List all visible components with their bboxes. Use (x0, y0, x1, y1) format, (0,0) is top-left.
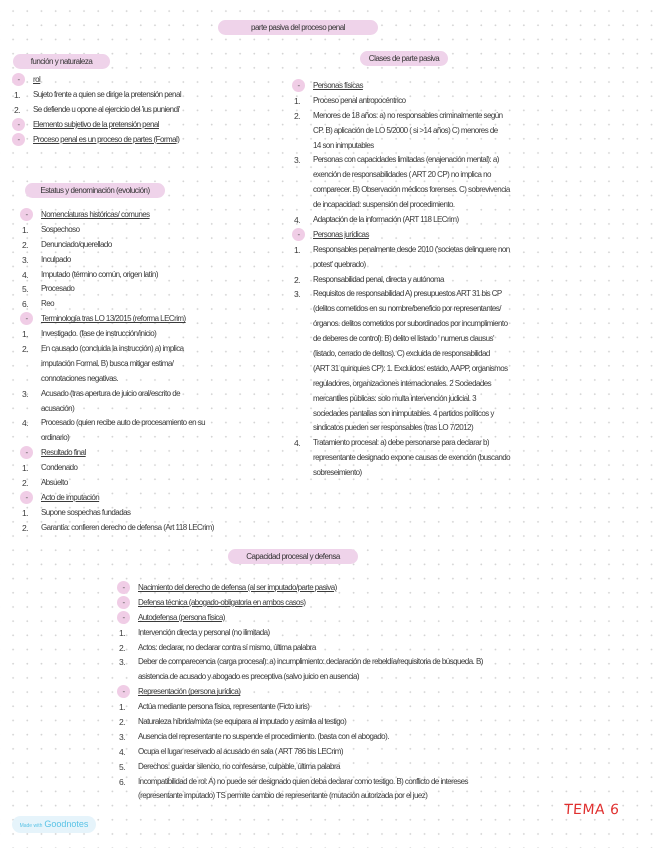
item-text: CP. B) aplicación de LO 5/2000 ( si >14 años) C) menores de (313, 125, 498, 135)
item-text: Representación (persona jurídica) (138, 687, 241, 697)
item-text: Elemento subjetivo de la pretensión penal (33, 119, 159, 129)
list-item (294, 302, 554, 317)
list-item (14, 103, 214, 118)
item-text: Se defiende u opone al ejercicio del 'ius puniendi' (33, 104, 180, 114)
list-item (294, 287, 554, 302)
list-item (22, 476, 282, 491)
item-text: Resultado final (41, 448, 86, 458)
item-text: Responsabilidad penal, directa y autónoma (313, 274, 444, 284)
bullet-dot-icon: - (20, 446, 33, 459)
item-text: de deberes de control). B) delito el listado ' numerus clausus' (313, 334, 494, 344)
list-item (22, 342, 282, 357)
item-text: Actos: declarar, no declarar contra sí mismo, última palabra (138, 642, 316, 652)
item-number: 2. (22, 239, 28, 250)
item-text: Procesado (41, 284, 75, 294)
item-text: Investigado. (fase de instrucción/inicio) (41, 329, 157, 339)
item-text: Supone sospechas fundadas (41, 507, 131, 517)
item-number: 1. (294, 95, 300, 106)
bullet-heading (14, 118, 214, 133)
item-number: 6. (22, 299, 28, 310)
list-item (22, 268, 282, 283)
item-text: Defensa técnica (abogado-obligatoria en ambos casos) (138, 597, 306, 607)
bullet-heading (119, 611, 559, 626)
list-item (294, 332, 554, 347)
item-text: asistencia de acusado y abogado es preceptiva (salvo juicio en ausencia) (138, 672, 360, 682)
bullet-dot-icon: - (117, 685, 130, 698)
item-number: 1. (22, 463, 28, 474)
item-text: acusación) (41, 403, 75, 413)
item-text: Proceso penal antropocéntrico (313, 95, 406, 105)
list-item (294, 273, 554, 288)
item-text: (delitos cometidos en su nombre/beneficio por representantes/ (313, 304, 501, 314)
list-item (294, 392, 554, 407)
list-item (22, 461, 282, 476)
item-text: sindicatos pueden ser responsables (tras LO 7/2012) (313, 423, 474, 433)
item-number: 5. (22, 284, 28, 295)
list-item (294, 213, 554, 228)
list-item (294, 124, 554, 139)
list-item (294, 466, 554, 481)
item-number: 2. (22, 478, 28, 489)
item-text: Acto de imputación (41, 492, 100, 502)
item-text: Acusado (tras apertura de juicio oral/escrito de (41, 388, 181, 398)
item-text: exención de responsabilidades ( ART 20 CP) no implica no (313, 170, 491, 180)
item-text: En causado (concluida la instrucción) a) implica (41, 344, 184, 354)
bullet-dot-icon: - (117, 596, 130, 609)
list-item (119, 670, 559, 685)
item-text: Deber de comparecencia (carga procesal): a) incumplimiento: declaración de rebeldía/requisitoria de búsqueda. B) (138, 657, 483, 667)
item-text: Intervención directa y personal (no ilimitada) (138, 627, 270, 637)
item-text: Personas jurídicas (313, 229, 369, 239)
item-text: sociedades pantallas son inimputables. 4 partidos políticos y (313, 408, 494, 418)
list-item (22, 416, 282, 431)
list-item (294, 139, 554, 154)
item-text: Ocupa el lugar reservado al acusado en sala ( ART 786 bis LECrim) (138, 746, 343, 756)
bullet-heading (119, 685, 559, 700)
list-item (22, 357, 282, 372)
list-item (294, 168, 554, 183)
item-text: Nacimiento del derecho de defensa (al ser imputado/parte pasiva) (138, 583, 337, 592)
list-item (22, 253, 282, 268)
list-item (22, 223, 282, 238)
item-text: Incompatibilidad de rol: A) no puede ser designado quien deba declarar como testigo. B) conflicto de intereses (138, 776, 468, 786)
item-number: 4. (22, 269, 28, 280)
list-item (22, 282, 282, 297)
item-text: Adaptación de la información (ART 118 LECrim) (313, 215, 459, 225)
list-item (22, 521, 282, 536)
tema-label: TEMA 6 (563, 802, 620, 818)
list-item (294, 243, 554, 258)
list-item (22, 297, 282, 312)
item-number: 4. (119, 746, 125, 757)
list-item (22, 387, 282, 402)
bullet-dot-icon: - (12, 133, 25, 146)
item-text: Reo (41, 299, 55, 309)
list-item (294, 347, 554, 362)
item-number: 4. (294, 215, 300, 226)
list-item (119, 655, 559, 670)
item-number: 3. (22, 254, 28, 265)
item-number: 3. (294, 155, 300, 166)
item-number: 1. (22, 224, 28, 235)
list-item (119, 775, 559, 790)
bullet-heading (22, 446, 282, 461)
item-number: 5. (119, 761, 125, 772)
item-text: (ART 31 quinquies CP): 1. Excluidos: estado, AAPP, organismos (313, 363, 508, 373)
item-text: Imputado (término común, origen latín) (41, 269, 158, 279)
item-text: Menores de 18 años: a) no responsables criminalmente según (313, 110, 503, 120)
item-text: Nomenclaturas históricas/ comunes (41, 210, 150, 219)
bullet-dot-icon: - (117, 611, 130, 624)
item-text: Sujeto frente a quien se dirige la pretensión penal (33, 89, 182, 99)
item-text: Garantía: confieren derecho de defensa (Art 118 LECrim) (41, 522, 214, 532)
item-text: Absuelto (41, 478, 68, 488)
list-item (294, 436, 554, 451)
list-item (294, 317, 554, 332)
bullet-dot-icon: - (12, 73, 25, 86)
item-text: Derechos: guardar silencio, no confesarse, culpable, última palabra (138, 761, 340, 771)
item-text: (representante imputado) TS permite cambio de representante (mutación autorizada por el juez) (138, 791, 428, 801)
section-pill-clases: Clases de parte pasiva (360, 51, 448, 66)
list-item (119, 715, 559, 730)
list-item (294, 198, 554, 213)
item-text: representante designado expone causas de exención (buscando (313, 453, 511, 463)
item-text: Inculpado (41, 254, 71, 264)
list-item (119, 745, 559, 760)
bullet-dot-icon: - (20, 491, 33, 504)
list-item (119, 626, 559, 641)
list-item (294, 258, 554, 273)
bullet-heading (22, 208, 282, 223)
list-item (294, 362, 554, 377)
item-text: Proceso penal es un proceso de partes (Formal) (33, 134, 180, 144)
list-item (294, 183, 554, 198)
item-number: 1. (119, 702, 125, 713)
item-number: 2. (294, 274, 300, 285)
item-text: sobreseimiento) (313, 468, 362, 478)
bullet-dot-icon: - (292, 79, 305, 92)
item-number: 1. (14, 89, 20, 100)
item-number: 4. (294, 438, 300, 449)
item-text: Denunciado/querellado (41, 239, 112, 249)
bullet-heading (14, 73, 214, 88)
item-text: Actúa mediante persona física, representante (Ficto iuris) (138, 702, 310, 712)
item-text: comparecer. B) Observación médicos forenses. C) sobrevivencia (313, 185, 510, 195)
item-text: reguladores, organizaciones internacionales. 2 Sociedades (313, 378, 492, 388)
item-text: imputación Formal. B) busca mitigar estima/ (41, 358, 174, 368)
item-number: 1. (294, 244, 300, 255)
goodnotes-badge[interactable] (12, 816, 96, 833)
item-text: Requisitos de responsabilidad A) presupuestos ART 31 bis CP (313, 289, 502, 299)
section-funcion (14, 73, 214, 147)
page-title: parte pasiva del proceso penal (218, 20, 378, 35)
item-text: Condenado (41, 463, 78, 473)
item-text: de incapacidad: suspensión del procedimiento. (313, 200, 455, 210)
list-item (22, 327, 282, 342)
item-number: 3. (119, 731, 125, 742)
item-number: 6. (119, 776, 125, 787)
item-text: Personas con capacidades limitadas (enajenación mental): a) (313, 155, 499, 165)
list-item (294, 407, 554, 422)
bullet-heading (119, 596, 559, 611)
list-item (294, 94, 554, 109)
item-text: Terminología tras LO 13/2015 (reforma LECrim) (41, 314, 186, 324)
item-text: Procesado (quien recibe auto de procesamiento en su (41, 418, 206, 428)
item-text: órganos. delitos cometidos por subordinados por incumplimiento (313, 319, 508, 329)
list-item (119, 730, 559, 745)
item-text: Tratamiento procesal: a) debe personarse para declarar b) (313, 438, 490, 448)
bullet-heading (294, 79, 554, 94)
section-pill-capacidad: Capacidad procesal y defensa (228, 549, 358, 564)
item-text: ordinario) (41, 433, 70, 443)
list-item (294, 377, 554, 392)
bullet-dot-icon: - (12, 118, 25, 131)
list-item (119, 700, 559, 715)
list-item (294, 451, 554, 466)
item-number: 2. (119, 717, 125, 728)
bullet-dot-icon: - (20, 312, 33, 325)
bullet-heading (14, 133, 214, 148)
item-text: (listado, cerrado de delitos). C) excluida de responsabilidad (313, 349, 490, 359)
item-number: 1. (22, 507, 28, 518)
section-clases (294, 79, 554, 481)
bullet-heading (294, 228, 554, 243)
section-capacidad (119, 581, 559, 804)
section-pill-estatus: Estatus y denominación (evolución) (25, 183, 165, 198)
item-number: 4. (22, 418, 28, 429)
list-item (119, 789, 559, 804)
item-text: Ausencia del representante no suspende el procedimiento. (basta con el abogado). (138, 731, 389, 741)
bullet-dot-icon: - (117, 581, 130, 594)
item-text: Responsables penalmente desde 2010 ('societas delinquere non (313, 244, 510, 254)
bullet-heading (119, 581, 559, 596)
item-number: 1. (22, 329, 28, 340)
item-text: 14 son inimputables (313, 140, 374, 150)
list-item (22, 431, 282, 446)
list-item (119, 760, 559, 775)
item-text: potest' quebrado) (313, 259, 366, 269)
badge-prefix: Made with (19, 823, 43, 829)
item-number: 3. (22, 388, 28, 399)
bullet-dot-icon: - (292, 228, 305, 241)
item-text: connotaciones negativas. (41, 373, 119, 383)
item-text: Personas físicas (313, 81, 363, 90)
item-text: rol (33, 75, 41, 84)
list-item (22, 402, 282, 417)
item-text: Autodefensa (persona física) (138, 612, 225, 622)
bullet-heading (22, 491, 282, 506)
list-item (22, 372, 282, 387)
item-number: 2. (14, 104, 20, 115)
item-number: 3. (119, 657, 125, 668)
item-number: 1. (119, 627, 125, 638)
list-item (14, 88, 214, 103)
item-number: 3. (294, 289, 300, 300)
item-number: 2. (119, 642, 125, 653)
bullet-heading (22, 312, 282, 327)
badge-brand: Goodnotes (44, 819, 89, 829)
list-item (294, 421, 554, 436)
item-number: 2. (22, 344, 28, 355)
list-item (294, 109, 554, 124)
list-item (22, 238, 282, 253)
bullet-dot-icon: - (20, 208, 33, 221)
list-item (22, 506, 282, 521)
item-number: 2. (22, 522, 28, 533)
section-pill-funcion: función y naturaleza (13, 54, 110, 69)
item-text: Sospechoso (41, 224, 80, 234)
section-estatus (22, 208, 282, 536)
list-item (119, 641, 559, 656)
item-text: Naturaleza híbrida/mixta (se equipara al imputado y asimila al testigo) (138, 717, 347, 727)
item-text: mercantiles públicas: solo multa intervención judicial. 3 (313, 393, 476, 403)
item-number: 2. (294, 110, 300, 121)
list-item (294, 153, 554, 168)
